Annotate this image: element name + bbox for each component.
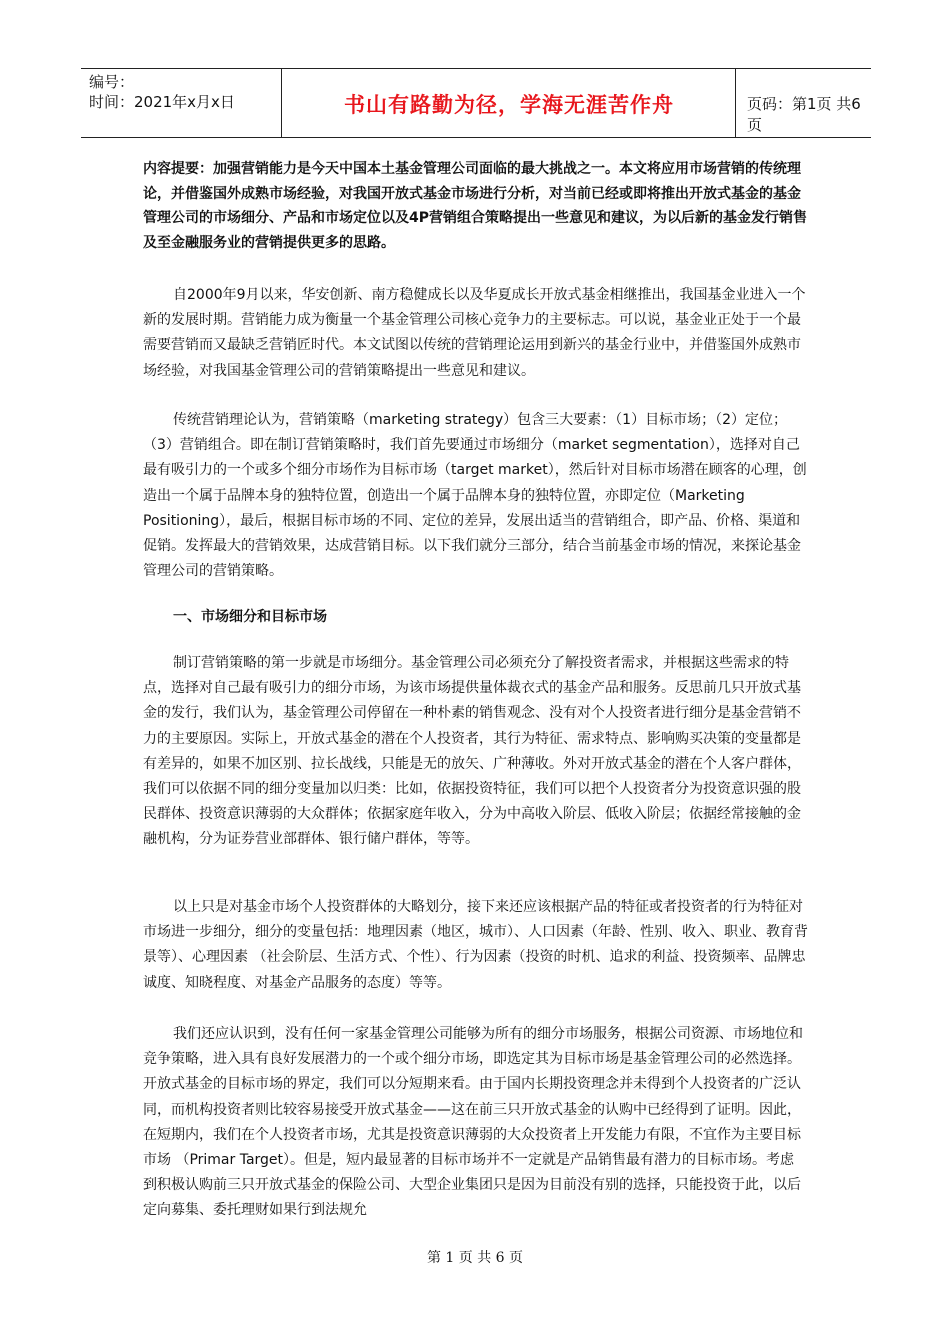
body-paragraph-1: 自2000年9月以来，华安创新、南方稳健成长以及华夏成长开放式基金相继推出，我国基金业进入一个新的发展时期。营销能力成为衡量一个基金管理公司核心竞争力的主要标志。可以说，基金业正处于一个最需要营销而又最缺乏营销匠时代。本文试图以传统的营销理论运用到新兴的基金行业中，并借鉴国外成熟市场经验，对我国基金管理公司的营销策略提出一些意见和建议。	[143, 287, 806, 379]
body-paragraph-2: 传统营销理论认为，营销策略（marketing strategy）包含三大要素：（1）目标市场；（2）定位；（3）营销组合。即在制订营销策略时，我们首先要通过市场细分（market segmentation），选择对自己最有吸引力的一个或多个细分市场作为目标市场（target market），然后针对目标市场潜在顾客的心理，创造出一个属于品牌本身的独特位置，创造出一个属于品牌本身的独特位置，亦即定位（Marketing Positioning），最后，根据目标市场的不同、定位的差异，发展出适当的营销组合，即产品、价格、渠道和促销。发挥最大的营销效果，达成营销目标。以下我们就分三部分，结合当前基金市场的情况，来探论基金管理公司的营销策略。	[143, 412, 807, 580]
document-number-label: 编号：	[89, 73, 135, 91]
body-paragraph-4: 以上只是对基金市场个人投资群体的大略划分，接下来还应该根据产品的特征或者投资者的行为特征对市场进一步细分，细分的变量包括：地理因素（地区，城市）、人口因素（年龄、性别、收入、职业、教育背景等）、心理因素 （社会阶层、生活方式、个性）、行为因素（投资的时机、追求的利益、投资频率、品牌忠诚度、知晓程度、对基金产品服务的态度）等等。	[143, 899, 808, 991]
body-paragraph-5: 我们还应认识到，没有任何一家基金管理公司能够为所有的细分市场服务，根据公司资源、市场地位和竞争策略，进入具有良好发展潜力的一个或个细分市场，即选定其为目标市场是基金管理公司的必然选择。开放式基金的目标市场的界定，我们可以分短期来看。由于国内长期投资理念并未得到个人投资者的广泛认同，而机构投资者则比较容易接受开放式基金——这在前三只开放式基金的认购中已经得到了证明。因此，在短期内，我们在个人投资者市场，尤其是投资意识薄弱的大众投资者上开发能力有限，不宜作为主要目标市场 （Primar Target）。但是，短内最显著的目标市场并不一定就是产品销售最有潜力的目标市场。考虑到积极认购前三只开放式基金的保险公司、大型企业集团只是因为目前没有别的选择，只能投资于此，以后定向募集、委托理财如果行到法规允	[143, 1026, 803, 1219]
header-middle-cell	[283, 69, 736, 137]
header-left-cell	[81, 69, 282, 137]
header-right-cell	[737, 69, 871, 137]
page-header	[81, 68, 871, 138]
summary-paragraph: 内容提要：加强营销能力是今天中国本土基金管理公司面临的最大挑战之一。本文将应用市场营销的传统理论，并借鉴国外成熟市场经验，对我国开放式基金市场进行分析，对当前已经或即将推出开放式基金的基金管理公司的市场细分、产品和市场定位以及4P营销组合策略提出一些意见和建议，为以后新的基金发行销售及至金融服务业的营销提供更多的思路。	[143, 161, 807, 251]
header-page-info: 页码：第1页 共6页	[747, 95, 861, 134]
page-footer: 第 1 页 共 6 页	[426, 1250, 524, 1266]
document-time-label: 时间：2021年x月x日	[89, 93, 235, 111]
header-motto: 书山有路勤为径，学海无涯苦作舟	[344, 93, 674, 117]
body-paragraph-3: 制订营销策略的第一步就是市场细分。基金管理公司必须充分了解投资者需求，并根据这些需求的特点，选择对自己最有吸引力的细分市场，为该市场提供量体裁衣式的基金产品和服务。反思前几只开放式基金的发行，我们认为，基金管理公司停留在一种朴素的销售观念、没有对个人投资者进行细分是基金营销不力的主要原因。实际上，开放式基金的潜在个人投资者，其行为特征、需求特点、影响购买决策的变量都是有差异的，如果不加区别、拉长战线，只能是无的放矢、广种薄收。外对开放式基金的潜在个人客户群体，我们可以依据不同的细分变量加以归类：比如，依据投资特征，我们可以把个人投资者分为投资意识强的股民群体、投资意识薄弱的大众群体；依据家庭年收入，分为中高收入阶层、低收入阶层；依据经常接触的金融机构，分为证券营业部群体、银行储户群体，等等。	[143, 655, 801, 848]
section-heading-1: 一、市场细分和目标市场	[173, 609, 327, 625]
